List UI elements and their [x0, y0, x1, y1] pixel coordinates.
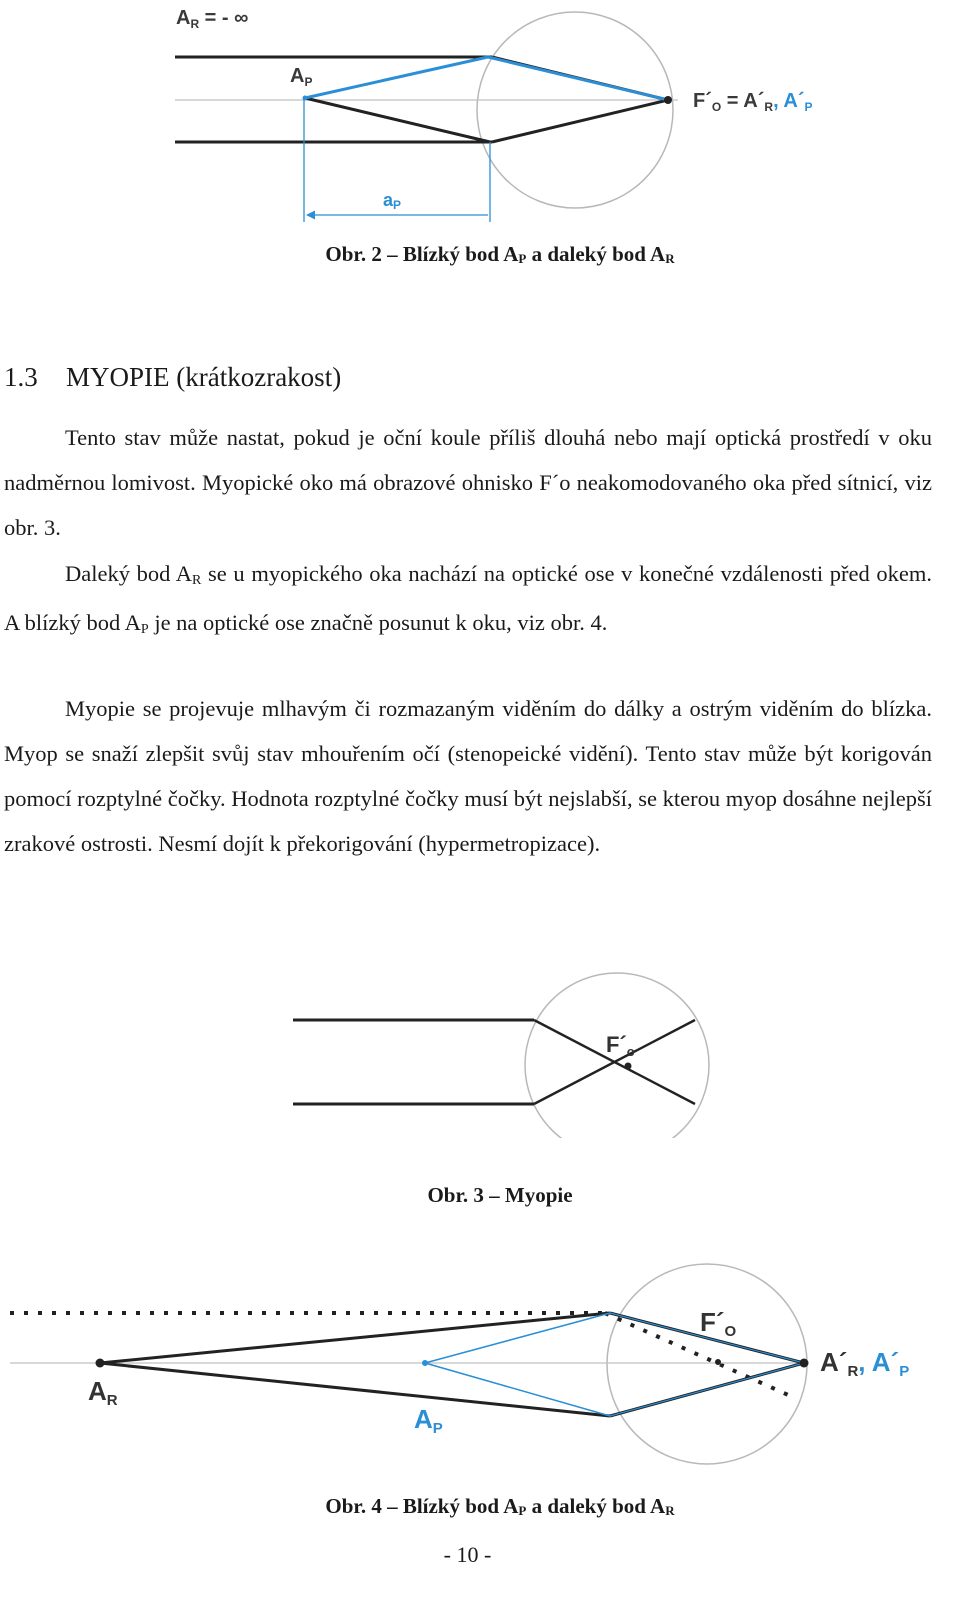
near-point: [422, 1360, 428, 1366]
image-point: [800, 1359, 809, 1368]
focal-point: [625, 1063, 632, 1070]
section-heading: [4, 362, 341, 393]
label-focus: F´O: [700, 1307, 737, 1340]
label-far-point: $A_R$ = - ∞: [176, 7, 249, 31]
label-image-points: A´R, A´P: [820, 1347, 910, 1380]
caption-fig4: Obr. 4 – Blízký bod $A_P$ a daleký bod $A_R$: [325, 1494, 675, 1518]
blue-ray-upper: [305, 57, 488, 98]
ray-upper-blue: [425, 1313, 610, 1363]
figure-myopia: [0, 968, 960, 1138]
label-focus-image: $F´_O$ = $A´_R$, $A´_P$: [693, 90, 813, 114]
ray-upper-black: [100, 1313, 610, 1363]
label-focus: F´o: [606, 1032, 635, 1059]
label-near-point: AP: [414, 1404, 443, 1437]
label-distance: aP: [383, 190, 402, 212]
ray-lower-blue: [425, 1363, 610, 1416]
label-far-point: AR: [88, 1376, 118, 1409]
paragraph-3: Myopie se projevuje mlhavým či rozmazaným viděním do dálky a ostrým viděním do blízka. Myop se snaží zlepšit svůj stav mhouřením očí (stenopeické vidění). Tento stav může být korigován pomocí rozptylné čočky. Hodnota rozptylné čočky musí být nejslabší, se kterou myop dosáhne nejlepší zrakové ostrosti. Nesmí dojít k překorigování (hypermetropizace).: [4, 696, 932, 856]
section-number: 1.3: [4, 362, 38, 392]
focal-point: [715, 1359, 721, 1365]
focal-point: [664, 96, 672, 104]
paragraph-2: Daleký bod $A_R$ se u myopického oka nachází na optické ose v konečné vzdálenosti před okem. A blízký bod $A_P$ je na optické ose značně posunut k oku, viz obr. 4.: [4, 561, 932, 637]
far-point: [96, 1359, 105, 1368]
page-number: - 10 -: [443, 1542, 492, 1567]
figure-myopia-points: [0, 1258, 960, 1498]
section-title: MYOPIE (krátkozrakost): [66, 362, 342, 392]
eyeball-outline: [607, 1264, 807, 1464]
ray-lower-black: [100, 1363, 610, 1416]
caption-fig2: Obr. 2 – Blízký bod $A_P$ a daleký bod $A_R$: [325, 242, 675, 266]
figure-near-far-point: [0, 0, 960, 235]
label-near-point: $A_P$: [290, 65, 313, 89]
caption-fig3: Obr. 3 – Myopie: [427, 1183, 573, 1207]
eyeball-outline: [477, 12, 673, 208]
paragraph-1: Tento stav může nastat, pokud je oční koule příliš dlouhá nebo mají optická prostředí v oku nadměrnou lomivost. Myopické oko má obrazové ohnisko F´o neakomodovaného oka před sítnicí, viz obr. 3.: [4, 425, 932, 540]
